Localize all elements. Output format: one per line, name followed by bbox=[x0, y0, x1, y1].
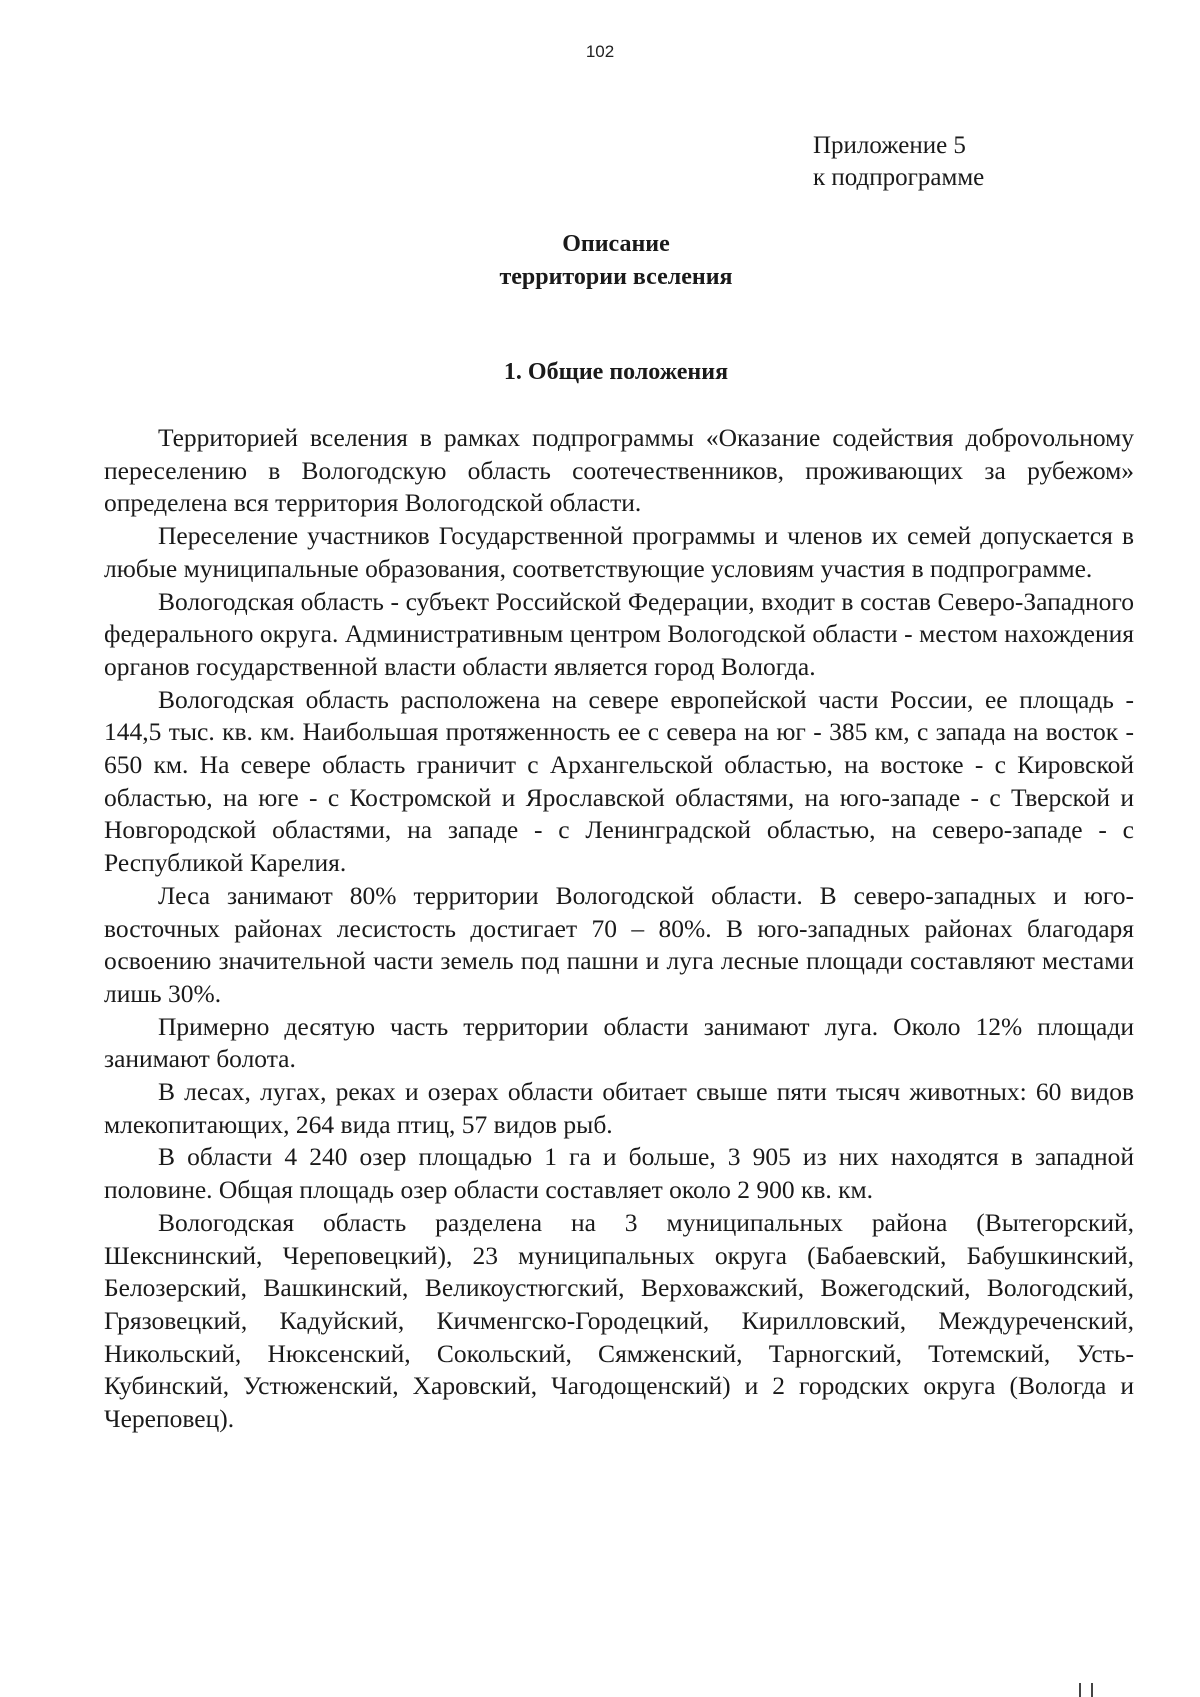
page-number: 102 bbox=[585, 42, 615, 61]
paragraph-6: Примерно десятую часть территории области занимают луга. Около 12% площади занимают болота. bbox=[104, 1011, 1134, 1074]
corner-scan-marks bbox=[1077, 1683, 1097, 1697]
title-line-2: территории вселения bbox=[499, 264, 733, 290]
paragraph-4: Вологодская область расположена на севере европейской части России, ее площадь - 144,5 тыс. кв. км. Наибольшая протяженность ее с севера на юг - 385 км, с запада на восток - 650 км. На севере область граничит с Архангельской областью, на востоке - с Кировской областью, на юге - с Костромской и Ярославской областями, на юго-западе - с Тверской и Новгородской областями, на западе - с Ленинградской областью, на северо-западе - с Республикой Карелия. bbox=[104, 684, 1134, 878]
scan-mark bbox=[1091, 1683, 1093, 1697]
paragraph-9: Вологодская область разделена на 3 муниципальных района (Вытегорский, Шекснинский, Череповецкий), 23 муниципальных округа (Бабаевский, Бабушкинский, Белозерский, Вашкинский, Великоустюгский, Верховажский, Вожегодский, Вологодский, Грязовецкий, Кадуйский, Кичменгско-Городецкий, Кирилловский, Междуреченский, Никольский, Нюксенский, Сокольский, Сямженский, Тарногский, Тотемский, Усть-Кубинский, Устюженский, Харовский, Чагодощенский) и 2 городских округа (Вологда и Череповец). bbox=[104, 1207, 1134, 1434]
paragraph-7: В лесах, лугах, реках и озерах области обитает свыше пяти тысяч животных: 60 видов млекопитающих, 264 вида птиц, 57 видов рыб. bbox=[104, 1077, 1134, 1139]
title-line-1: Описание bbox=[562, 231, 670, 257]
paragraph-1: Территорией вселения в рамках подпрограммы «Оказание содействия доброvольному переселению в Вологодскую область соотечественников, проживающих за рубежом» определена вся территория Вологодской области. bbox=[104, 423, 1134, 518]
body-text bbox=[104, 422, 1134, 1436]
appendix-line-2: к подпрограмме bbox=[813, 164, 985, 191]
paragraph-3: Вологодская область - субъект Российской Федерации, входит в состав Северо-Западного федерального округа. Административным центром Вологодской области - местом нахождения органов государственной власти области является город Вологда. bbox=[104, 586, 1134, 681]
appendix-line-1: Приложение 5 bbox=[813, 132, 966, 159]
scan-mark bbox=[1079, 1683, 1081, 1697]
section-heading: 1. Общие положения bbox=[503, 359, 729, 385]
document-title bbox=[0, 228, 1200, 294]
appendix-note bbox=[813, 130, 984, 194]
paragraph-8: В области 4 240 озер площадью 1 га и больше, 3 905 из них находятся в западной половине. Общая площадь озер области составляет около 2 900 кв. км. bbox=[104, 1142, 1134, 1205]
paragraph-5: Леса занимают 80% территории Вологодской области. В северо-западных и юго-восточных районах лесистость достигает 70 – 80%. В юго-западных районах благодаря освоению значительной части земель под пашни и луга лесные площади составляют местами лишь 30%. bbox=[104, 880, 1134, 1008]
paragraph-2: Переселение участников Государственной программы и членов их семей допускается в любые муниципальные образования, соответствующие условиям участия в подпрограмме. bbox=[104, 521, 1134, 583]
